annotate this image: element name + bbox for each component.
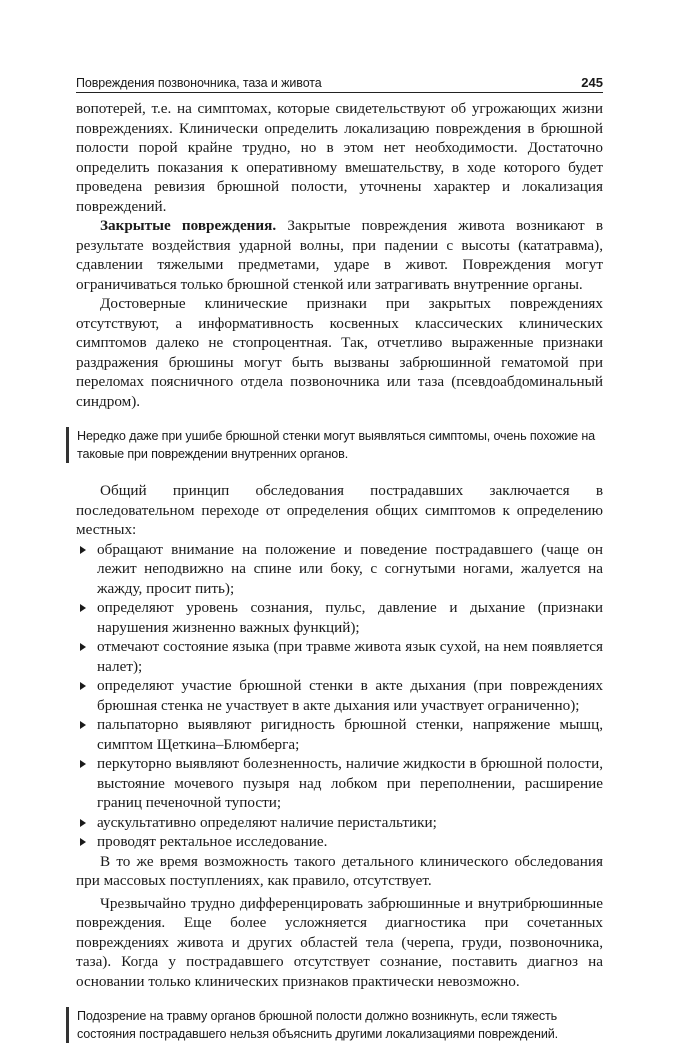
page-body xyxy=(76,99,603,1043)
triangle-bullet-icon xyxy=(80,838,86,846)
triangle-bullet-icon xyxy=(80,819,86,827)
paragraph-5: В то же время возможность такого детального клинического обследования при массовых поступлениях, как правило, отсутствует. xyxy=(76,852,603,889)
running-header xyxy=(76,72,603,90)
triangle-bullet-icon xyxy=(80,604,86,612)
list-item: отмечают состояние языка (при травме живота язык сухой, на нем появляется налет); xyxy=(97,637,603,676)
paragraph-2-lead: Закрытые повреждения. xyxy=(100,217,277,234)
list-item: перкуторно выявляют болезненность, наличие жидкости в брюшной полости, выстояние мочевого пузыря над лобком при переполнении, расширение границ печеночной тупости; xyxy=(97,754,603,813)
bullet-list xyxy=(76,540,603,852)
list-item: определяют участие брюшной стенки в акте дыхания (при повреждениях брюшная стенка не участвует в акте дыхания или участвует ограниченно); xyxy=(97,676,603,715)
list-item: пальпаторно выявляют ригидность брюшной стенки, напряжение мышц, симптом Щеткина–Блюмберга; xyxy=(97,715,603,754)
header-divider xyxy=(76,92,603,93)
triangle-bullet-icon xyxy=(80,682,86,690)
list-item: аускультативно определяют наличие перистальтики; xyxy=(97,813,603,833)
triangle-bullet-icon xyxy=(80,721,86,729)
running-header-title: Повреждения позвоночника, таза и живота xyxy=(76,76,322,90)
paragraph-2 xyxy=(76,216,603,294)
triangle-bullet-icon xyxy=(80,760,86,768)
paragraph-4: Общий принцип обследования пострадавших заключается в последовательном переходе от определения общих симптомов к определению местных: xyxy=(76,482,603,538)
list-item: обращают внимание на положение и поведение пострадавшего (чаще он лежит неподвижно на спине или боку, с согнутыми ногами, жалуется на жажду, просит пить); xyxy=(97,540,603,599)
paragraph-1: вопотерей, т.е. на симптомах, которые свидетельствуют об угрожающих жизни повреждениях. Клинически определить локализацию повреждения в брюшной полости порой крайне трудно, но в этом нет необходимости. Достаточно определить показания к оперативному вмешательству, в ходе которого будет проведена ревизия брюшной полости, уточнены характер и локализация повреждений. xyxy=(76,100,603,215)
paragraph-6: Чрезвычайно трудно дифференцировать забрюшинные и внутрибрюшинные повреждения. Еще более усложняется диагностика при сочетанных повреждениях живота и других областей тела (черепа, груди, позвоночника, таза). Когда у пострадавшего отсутствует сознание, поставить диагноз на основании только клинических признаков практически невозможно. xyxy=(76,894,603,990)
paragraph-2-text: Закрытые повреждения живота возникают в результате воздействия ударной волны, при падении с высоты (кататравма), сдавлении тяжелыми предметами, ударе в живот. Повреждения могут ограничиваться только брюшной стенкой или затрагивать внутренние органы. xyxy=(76,217,603,293)
paragraph-3: Достоверные клинические признаки при закрытых повреждениях отсутствуют, а информативность косвенных классических клинических симптомов далеко не стопроцентная. Так, отчетливо выраженные признаки раздражения брюшины могут быть вызваны забрюшинной гематомой при переломах поясничного отдела позвоночника или таза (псевдоабдоминальный синдром). xyxy=(76,295,603,410)
triangle-bullet-icon xyxy=(80,643,86,651)
list-item: определяют уровень сознания, пульс, давление и дыхание (признаки нарушения жизненно важных функций); xyxy=(97,598,603,637)
triangle-bullet-icon xyxy=(80,546,86,554)
list-item: проводят ректальное исследование. xyxy=(97,832,603,852)
page-number: 245 xyxy=(581,75,603,90)
callout-note-1: Нередко даже при ушибе брюшной стенки могут выявляться симптомы, очень похожие на таковые при повреждении внутренних органов. xyxy=(66,427,603,463)
callout-note-2: Подозрение на травму органов брюшной полости должно возникнуть, если тяжесть состояния пострадавшего нельзя объяснить другими локализациями повреждений. xyxy=(66,1007,603,1043)
